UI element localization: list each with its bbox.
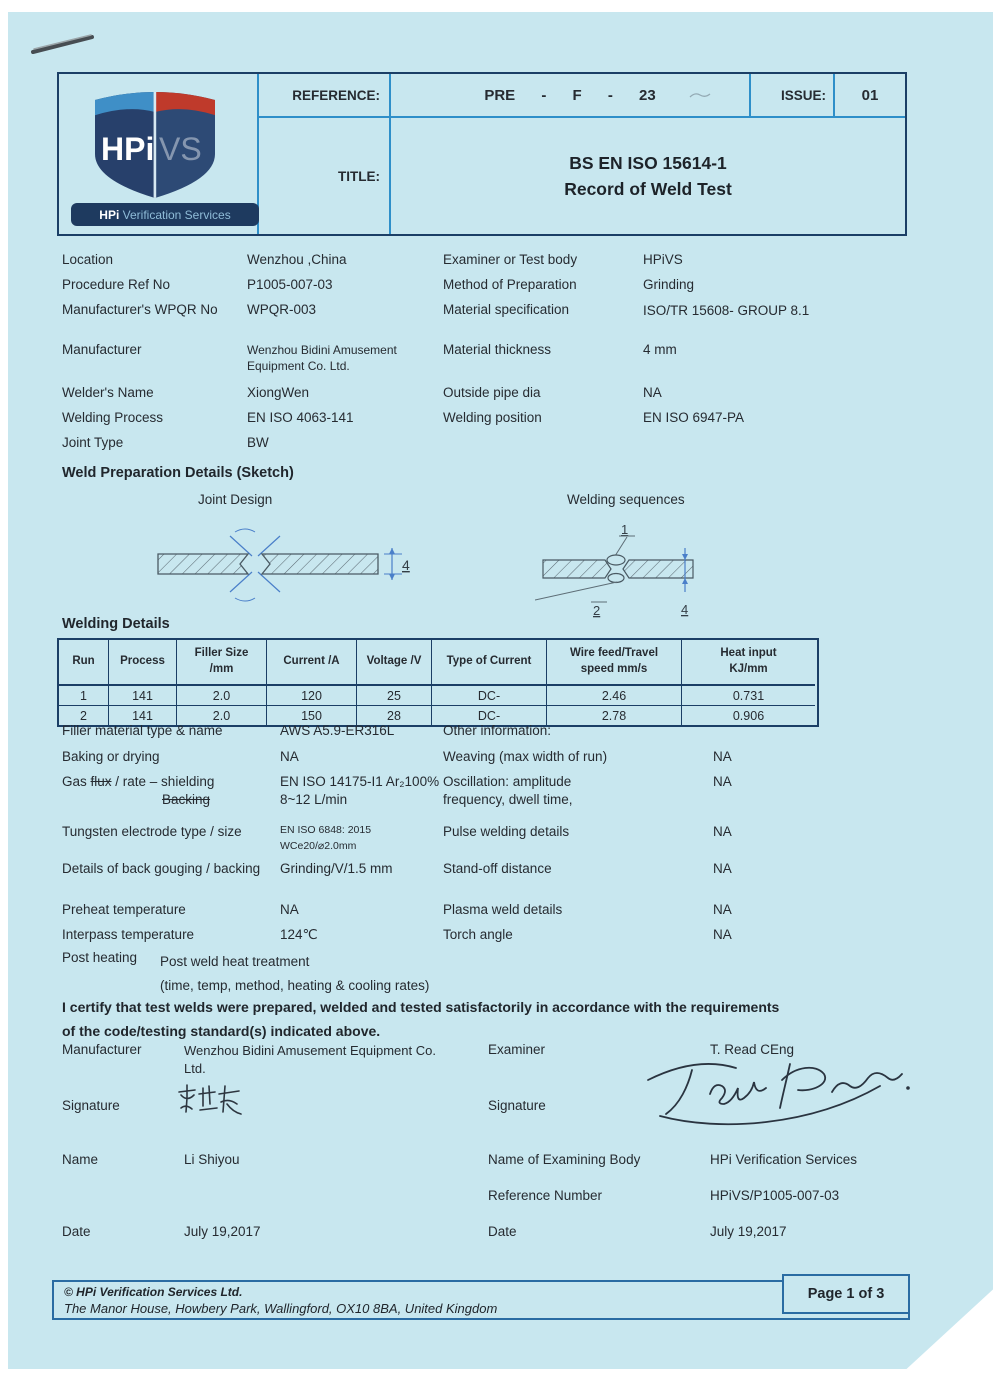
detail-row: Stand-off distance NA [443,861,732,876]
logo-cell [59,74,259,234]
struck-word-backing: Backing [162,792,211,808]
logo-text-hpi: HPi [101,131,155,167]
info-row: Material specification ISO/TR 15608- GROUP 8.1 [443,302,810,318]
examining-body-value: HPi Verification Services [710,1152,858,1167]
title-line-1: BS EN ISO 15614-1 [569,152,727,173]
column-header: Process [109,640,177,686]
logo-tagline-bold: HPi [99,207,120,222]
table-cell: 141 [109,686,177,706]
table-cell: 2.0 [177,706,267,725]
table-cell: 120 [267,686,357,706]
hpivs-logo-icon [87,82,223,200]
footer-copyright: © HPi Verification Services Ltd. [64,1285,243,1299]
details-column-left [62,722,440,951]
column-header: Run [59,640,109,686]
detail-row: Torch angle NA [443,927,732,942]
welding-sequences-label: Welding sequences [567,492,685,507]
signature-label-right: Signature [488,1098,546,1113]
column-header: Type of Current [432,640,547,686]
detail-row-gas: Gas flux / rate – shielding Backing EN ISO 14175-I1 Ar₂100% 8~12 L/min [62,773,440,823]
name-label: Name [62,1152,99,1167]
signature-label-left: Signature [62,1098,120,1113]
manufacturer-value: Wenzhou Bidini Amusement Equipment Co. Ltd. [184,1043,436,1077]
signoff-row-name [62,1152,922,1167]
table-cell: 141 [109,706,177,725]
detail-row: Details of back gouging / backing Grinding/V/1.5 mm [62,861,393,876]
detail-row: Weaving (max width of run) NA [443,749,732,764]
reference-number-value: HPiVS/P1005-007-03 [710,1188,840,1203]
welding-sequences-sketch [535,520,720,620]
document-header-table [57,72,907,236]
detail-row: Pulse welding details NA [443,824,732,839]
sequence-dimension-text: 4 [681,602,689,617]
detail-row: Baking or drying NA [62,749,299,764]
info-column-left [62,252,442,460]
info-column-right [443,252,903,435]
info-row: Method of Preparation Grinding [443,277,695,292]
detail-row: Filler material type & name AWS A5.9-ER316L [62,723,395,738]
post-heating-line2: (time, temp, method, heating & cooling rates) [160,977,430,993]
handwritten-squiggle-mark [689,90,711,100]
signoff-row-reference [62,1188,922,1203]
certification-statement: I certify that test welds were prepared, welded and tested satisfactorily in accordance with the requirements of the code/testing standard(s) indicated above. [62,999,780,1039]
detail-row: Oscillation: amplitude frequency, dwell time, NA [443,774,732,808]
logo-tagline [71,203,259,226]
document-title [391,118,905,234]
detail-row: Other information: [443,723,552,738]
issue-value: 01 [835,74,905,118]
page-number-box: Page 1 of 3 [782,1274,910,1314]
date-label-right: Date [488,1224,517,1239]
reference-value [391,74,751,118]
examiner-signature-handwriting [640,1052,920,1132]
table-cell: 150 [267,706,357,725]
examining-body-label: Name of Examining Body [488,1152,641,1167]
struck-word-flux: flux [90,774,112,789]
details-column-right [443,722,908,951]
examiner-label: Examiner [488,1042,546,1057]
welding-details-table [57,638,819,727]
footer-address: The Manor House, Howbery Park, Wallingford, OX10 8BA, United Kingdom [64,1301,498,1317]
info-row: Procedure Ref No P1005-007-03 [62,277,333,292]
pass-2-label: 2 [593,603,601,618]
column-header: Wire feed/Travel speed mm/s [547,640,682,686]
sketch-section-heading: Weld Preparation Details (Sketch) [62,465,294,481]
signoff-row-date [62,1224,922,1239]
post-heating-row: Post heating Post weld heat treatment (time, temp, method, heating & cooling rates) [62,950,429,997]
column-header: Voltage /V [357,640,432,686]
joint-dimension-text: 4 [402,557,410,573]
examiner-value: T. Read CEng [710,1042,795,1057]
table-cell: DC- [432,706,547,725]
title-line-2: Record of Weld Test [564,179,732,199]
info-row: Welder's Name XiongWen [62,385,310,400]
pass-1-label: 1 [621,522,629,537]
info-row: Location Wenzhou ,China [62,252,347,267]
table-cell: 2.78 [547,706,682,725]
detail-row: Interpass temperature 124℃ [62,927,318,942]
date-value-left: July 19,2017 [184,1224,261,1239]
column-header: Current /A [267,640,357,686]
scan-artifact-mark [30,30,100,56]
table-cell: 2 [59,706,109,725]
column-header: Heat input KJ/mm [682,640,815,686]
info-row: Welding Process EN ISO 4063-141 [62,410,354,425]
info-row: Welding position EN ISO 6947-PA [443,410,745,425]
detail-row: Plasma weld details NA [443,902,732,917]
info-row: Examiner or Test body HPiVS [443,252,683,267]
info-row: Manufacturer Wenzhou Bidini Amusement Equipment Co. Ltd. [62,342,397,374]
table-cell: 0.731 [682,686,815,706]
reference-number-label: Reference Number [488,1188,603,1203]
date-value-right: July 19,2017 [710,1224,787,1239]
footer-bar [52,1280,910,1320]
info-row: Outside pipe dia NA [443,385,662,400]
manufacturer-label: Manufacturer [62,1042,142,1057]
joint-design-sketch [140,514,420,618]
post-heating-line1: Post weld heat treatment [160,954,310,969]
welding-details-heading: Welding Details [62,616,170,632]
reference-label: REFERENCE: [259,74,391,118]
issue-label: ISSUE: [751,74,835,118]
table-cell: 28 [357,706,432,725]
column-header: Filler Size /mm [177,640,267,686]
detail-row: Tungsten electrode type / size EN ISO 6848: 2015 WCe20/⌀2.0mm [62,824,372,852]
date-label-left: Date [62,1224,91,1239]
table-cell: 1 [59,686,109,706]
table-cell: 2.46 [547,686,682,706]
name-value: Li Shiyou [184,1152,240,1167]
detail-row: Preheat temperature NA [62,902,299,917]
table-cell: 0.906 [732,708,765,723]
info-row: Joint Type BW [62,435,269,450]
info-row: Material thickness 4 mm [443,342,677,357]
table-cell: DC- [432,686,547,706]
manufacturer-signature-handwriting [175,1082,247,1122]
title-label: TITLE: [259,118,391,234]
joint-design-label: Joint Design [198,492,273,507]
table-cell: 2.0 [177,686,267,706]
reference-value-text: PRE - F - 23 [484,86,656,104]
logo-text-vs: VS [159,131,202,167]
info-row: Manufacturer's WPQR No WPQR-003 [62,302,317,317]
table-cell: 25 [357,686,432,706]
logo-tagline-rest: Verification Services [119,207,231,222]
